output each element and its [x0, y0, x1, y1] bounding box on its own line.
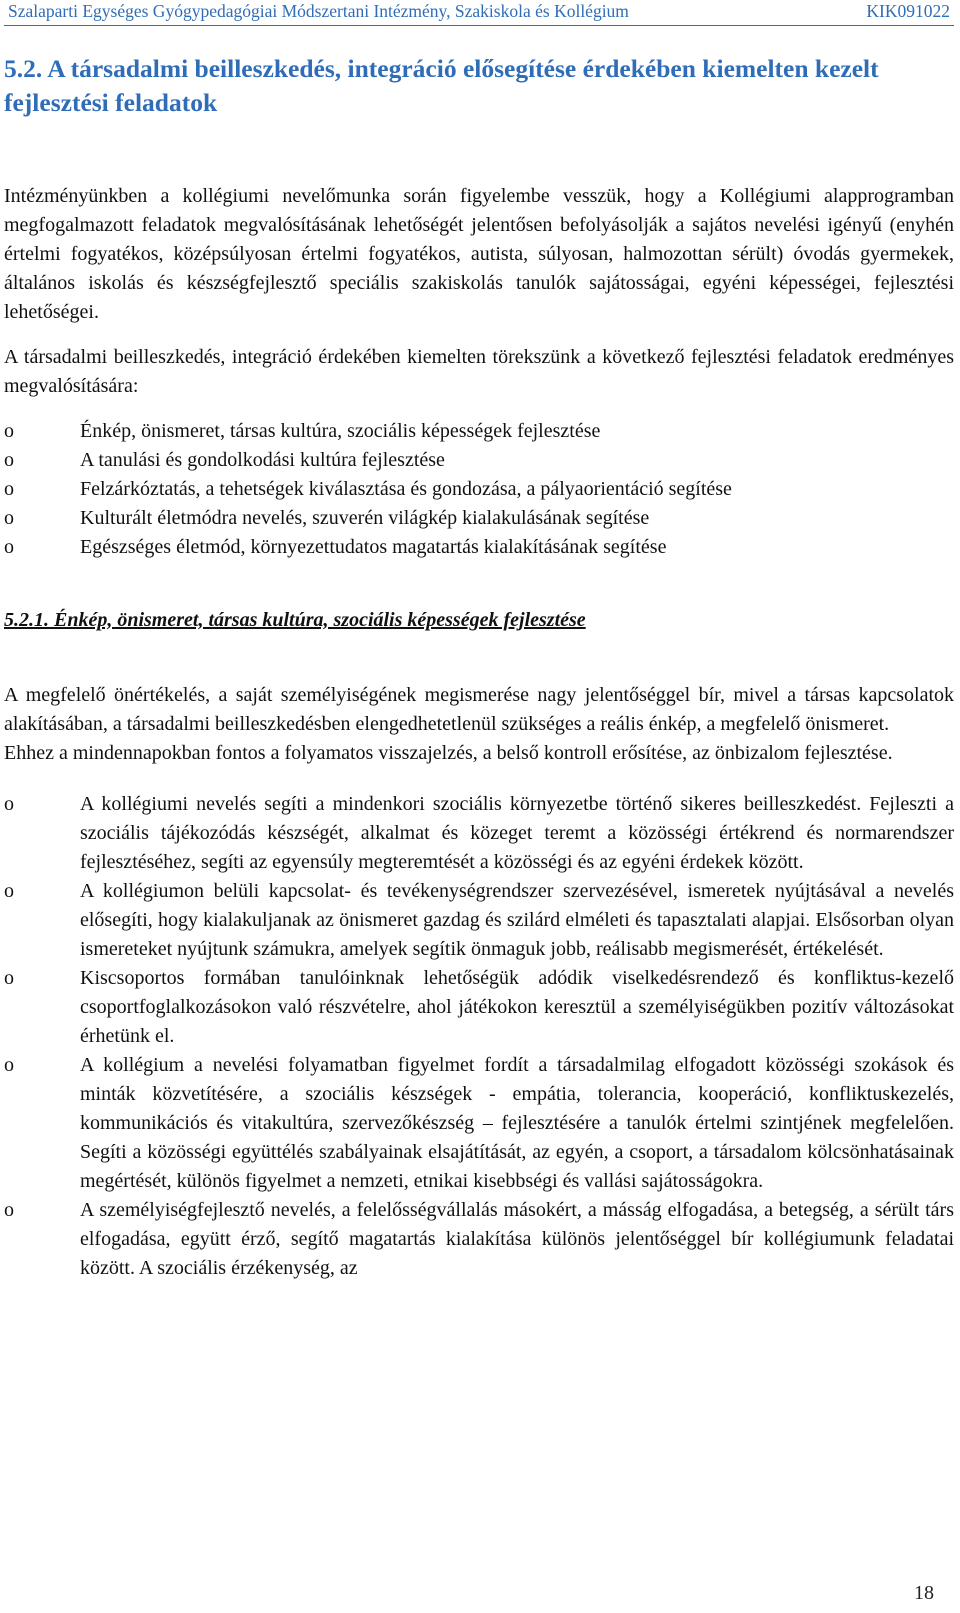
list-item	[4, 790, 954, 877]
list-item	[4, 417, 954, 446]
list-item-text: A kollégium a nevelési folyamatban figyelmet fordít a társadalmilag elfogadott közösségi szokások és minták közvetítésére, a szociális készségek - empátia, tolerancia, kooperáció, konfliktuskezelés, kommunikációs és vitakultúra, szervezőkészség – fejlesztésére a tanulók értelmi szintjének megfelelően. Segíti a közösségi együttélés szabályainak elsajátítását, az egyén, a csoport, a társadalom kölcsönhatásainak megértését, különös figyelmet a nemzeti, etnikai kisebbségi és vallási sajátosságokra.	[80, 1054, 954, 1192]
bullet-mark: o	[4, 967, 14, 989]
list-item	[4, 1196, 954, 1283]
list-item-text: A személyiségfejlesztő nevelés, a felelősségvállalás másokért, a másság elfogadása, a betegség, a sérült társ elfogadása, együtt érző, segítő magatartás kialakítása különös jelentőséggel bír kollégiumunk feladatai között. A szociális érzékenység, az	[80, 1199, 954, 1279]
list-item	[4, 964, 954, 1051]
list-item-text: Felzárkóztatás, a tehetségek kiválasztása és gondozása, a pályaorientáció segítése	[80, 478, 732, 500]
document-body	[4, 52, 954, 1283]
bullet-mark: o	[4, 507, 14, 529]
detail-list	[4, 790, 954, 1283]
list-item	[4, 446, 954, 475]
body-paragraph-2: Ehhez a mindennapokban fontos a folyamatos visszajelzés, a belső kontroll erősítése, az önbizalom fejlesztése.	[4, 742, 893, 764]
list-item-text: Énkép, önismeret, társas kultúra, szociális képességek fejlesztése	[80, 420, 601, 442]
page-number: 18	[914, 1582, 934, 1604]
header-code: KIK091022	[866, 1, 950, 21]
subsection-heading: 5.2.1. Énkép, önismeret, társas kultúra, szociális képességek fejlesztése	[4, 609, 586, 631]
list-item	[4, 504, 954, 533]
intro-paragraph-1: Intézményünkben a kollégiumi nevelőmunka során figyelembe vesszük, hogy a Kollégiumi alapprogramban megfogalmazott feladatok megvalósításának lehetőségét jelentősen befolyásolják a sajátos nevelési igényű (enyhén értelmi fogyatékos, középsúlyosan értelmi fogyatékos, autista, súlyosan, halmozottan sérült) óvodás gyermekek, általános iskolás és készségfejlesztő speciális szakiskolás tanulók sajátosságai, egyéni képességei, fejlesztési lehetőségei.	[4, 185, 954, 323]
intro-paragraph-2: A társadalmi beilleszkedés, integráció érdekében kiemelten törekszünk a következő fejlesztési feladatok eredményes megvalósítására:	[4, 346, 954, 397]
bullet-mark: o	[4, 1054, 14, 1076]
list-item	[4, 1051, 954, 1196]
list-item-text: Kulturált életmódra nevelés, szuverén világkép kialakulásának segítése	[80, 507, 650, 529]
page-header	[4, 0, 954, 26]
section-heading: 5.2. A társadalmi beilleszkedés, integráció elősegítése érdekében kiemelten kezelt fejlesztési feladatok	[4, 54, 879, 117]
list-item-text: A kollégiumi nevelés segíti a mindenkori szociális környezetbe történő sikeres beilleszkedést. Fejleszti a szociális tájékozódás készségét, alkalmat és közeget teremt a közösségi értékrend és normarendszer fejlesztéséhez, segíti az egyensúly megteremtését a közösségi és az egyéni érdekek között.	[80, 793, 954, 873]
bullet-mark: o	[4, 449, 14, 471]
list-item-text: Egészséges életmód, környezettudatos magatartás kialakításának segítése	[80, 536, 667, 558]
body-paragraph-1: A megfelelő önértékelés, a saját személyiségének megismerése nagy jelentőséggel bír, mivel a társas kapcsolatok alakításában, a társadalmi beilleszkedésben elengedhetetlenül szükséges a reális énkép, a megfelelő önismeret.	[4, 684, 954, 735]
list-item	[4, 533, 954, 562]
list-item-text: A kollégiumon belüli kapcsolat- és tevékenységrendszer szervezésével, ismeretek nyújtásával a nevelés elősegíti, hogy kialakuljanak az önismeret gazdag és szilárd elméleti és tapasztalati alapjai. Elsősorban olyan ismereteket nyújtunk számukra, amelyek segítik önmaguk jobb, reálisabb megismerését, értékelését.	[80, 880, 954, 960]
bullet-mark: o	[4, 880, 14, 902]
bullet-mark: o	[4, 420, 14, 442]
bullet-mark: o	[4, 536, 14, 558]
bullet-mark: o	[4, 793, 14, 815]
list-item	[4, 475, 954, 504]
bullet-mark: o	[4, 478, 14, 500]
header-institution: Szalaparti Egységes Gyógypedagógiai Módszertani Intézmény, Szakiskola és Kollégium	[8, 1, 629, 21]
task-list	[4, 417, 954, 562]
list-item-text: A tanulási és gondolkodási kultúra fejlesztése	[80, 449, 445, 471]
list-item-text: Kiscsoportos formában tanulóinknak lehetőségük adódik viselkedésrendező és konfliktus-kezelő csoportfoglalkozásokon való részvételre, ahol játékokon keresztül a személyiségükben pozitív változásokat érhetünk el.	[80, 967, 954, 1047]
list-item	[4, 877, 954, 964]
bullet-mark: o	[4, 1199, 14, 1221]
